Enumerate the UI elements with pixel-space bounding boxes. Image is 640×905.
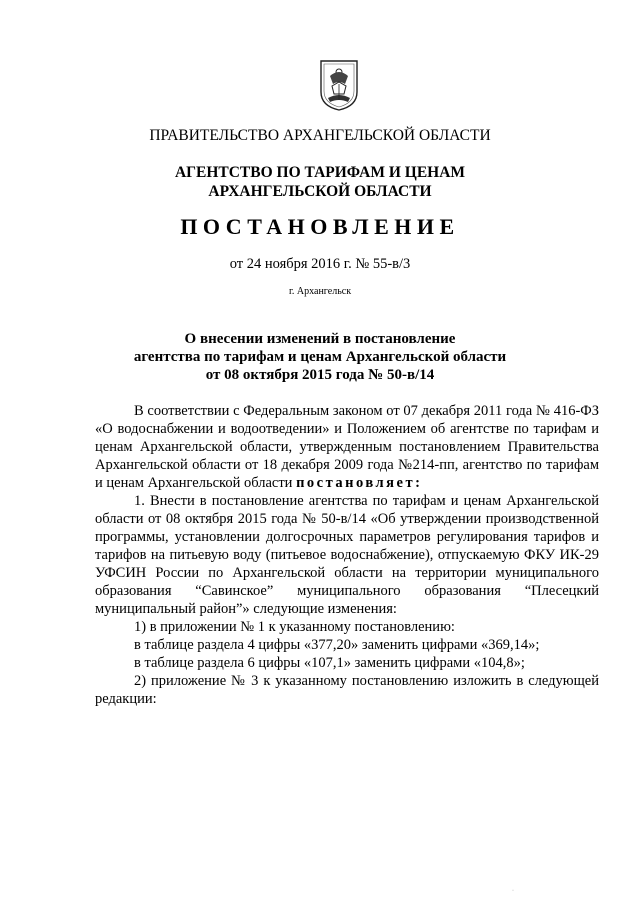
document-type: ПОСТАНОВЛЕНИЕ xyxy=(180,214,460,239)
body-paragraph-table-6: в таблице раздела 6 цифры «107,1» заменить цифрами «104,8»; xyxy=(134,655,525,671)
document-date-number: от 24 ноября 2016 г. № 55-в/3 xyxy=(229,256,411,272)
preamble-text: В соответствии с Федеральным законом от 07 декабря 2011 года № 416-ФЗ «О водоснабжении и водоотведении» и Положением об агентстве по тарифам и ценам Архангельской области, утвержденным постановлением Правительства Архангельской области от 18 декабря 2009 года №214-пп, агентство по тарифам и ценам Архангельской области xyxy=(95,403,599,491)
body-paragraph-item-1: 1. Внести в постановление агентства по тарифам и ценам Архангельской области от 08 октября 2015 года № 50-в/14 «Об утверждении производственной программы, установлении долгосрочных параметров регулирования тарифов и тарифов на питьевую воду (питьевое водоснабжение), отпускаемую ФКУ ИК-29 УФСИН России по Архангельской области на территории муниципального образования “Савинское” муниципального образования “Плесецкий муниципальный район”» следующие изменения: xyxy=(95,493,599,617)
resolves-word: постановляет: xyxy=(296,475,423,491)
subject-line1: О внесении изменений в постановление xyxy=(184,331,456,347)
document-subject xyxy=(0,330,640,384)
agency-name xyxy=(0,163,640,201)
body-paragraph-preamble xyxy=(95,402,599,492)
agency-name-line2: АРХАНГЕЛЬСКОЙ ОБЛАСТИ xyxy=(208,183,432,200)
body-paragraph-sub-2: 2) приложение № 3 к указанному постановлению изложить в следующей редакции: xyxy=(95,673,599,707)
subject-line2: агентства по тарифам и ценам Архангельской области xyxy=(133,349,507,365)
coat-of-arms-icon xyxy=(318,58,360,112)
body-paragraph-sub-1: 1) в приложении № 1 к указанному постановлению: xyxy=(134,619,455,635)
scan-speck: · xyxy=(512,888,514,894)
document-body xyxy=(95,402,599,708)
government-name: ПРАВИТЕЛЬСТВО АРХАНГЕЛЬСКОЙ ОБЛАСТИ xyxy=(149,127,491,144)
agency-name-line1: АГЕНТСТВО ПО ТАРИФАМ И ЦЕНАМ xyxy=(174,164,466,181)
document-city: г. Архангельск xyxy=(288,286,352,297)
subject-line3: от 08 октября 2015 года № 50-в/14 xyxy=(205,367,435,383)
body-paragraph-table-4: в таблице раздела 4 цифры «377,20» заменить цифрами «369,14»; xyxy=(134,637,540,653)
